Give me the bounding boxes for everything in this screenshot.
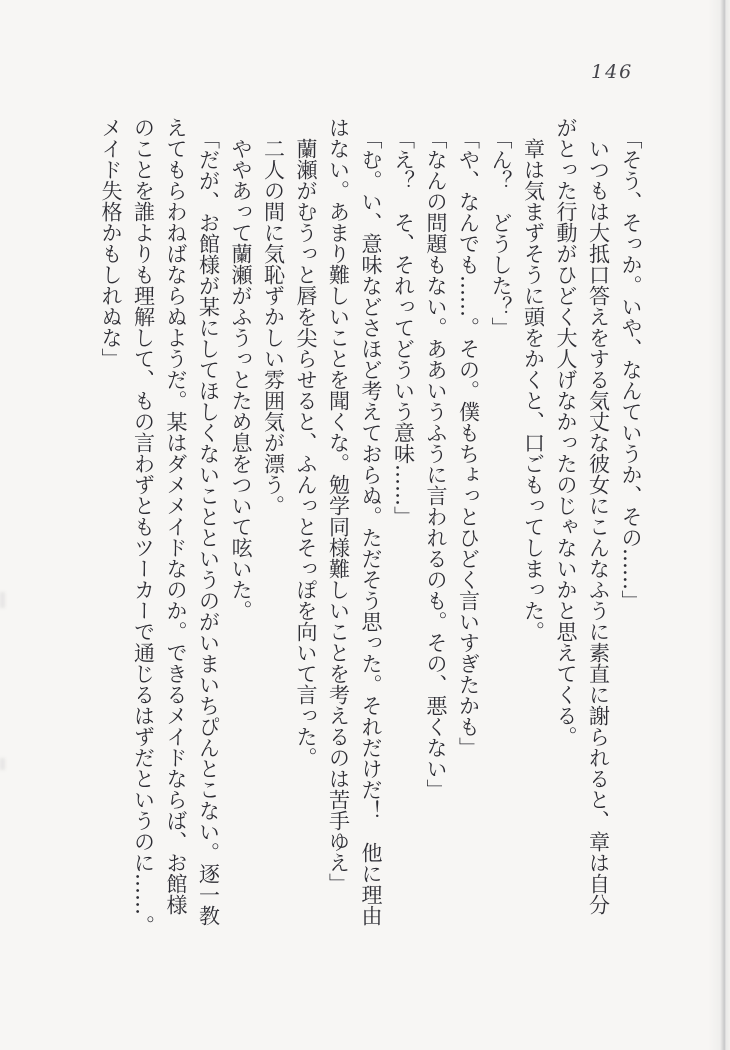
text-line: のことを誰よりも理解して、もの言わずともツーカーで通じるはずだというのに……。: [131, 117, 156, 936]
text-line: 蘭瀬がむうっと唇を尖らせると、ふんっとそっぽを向いて言った。: [294, 138, 318, 768]
page-number: 146: [591, 61, 634, 83]
text-line: いつもは大抵口答えをする気丈な彼女にこんなふうに素直に謝られると、章は自分: [586, 138, 611, 915]
text-line: 章は気まずそうに頭をかくと、口ごもってしまった。: [521, 138, 546, 642]
text-line: 「え？ そ、それってどういう意味……」: [391, 127, 416, 527]
scan-artifact: [0, 592, 5, 608]
text-line: 「だが、お館様が某にしてほしくないことというのがいまいちぴんとこない。逐一教: [196, 127, 221, 926]
text-line: 「や、なんでも……。その。僕もちょっとひどく言いすぎたかも」: [456, 127, 481, 758]
text-line: えてもらわねばならぬようだ。某はダメメイドなのか。できるメイドならば、お館様: [164, 117, 188, 915]
text-line: メイド失格かもしれぬな」: [99, 117, 123, 369]
text-line: はない。あまり難しいことを聞くな。勉学同様難しいことを考えるのは苦手ゆえ」: [326, 117, 351, 894]
text-line: 「む。い、意味などさほど考えておらぬ。ただそう思った。それだけだ！ 他に理由: [359, 127, 383, 926]
text-line: 二人の間に気恥ずかしい雰囲気が漂う。: [261, 138, 286, 516]
text-line: ややあって蘭瀬がふうっとため息をついて呟いた。: [229, 138, 253, 621]
text-line: 「なんの問題もない。ああいうふうに言われるのも。その、悪くない」: [424, 127, 448, 800]
text-line: がとった行動がひどく大人げなかったのじゃないかと思えてくる。: [554, 117, 578, 747]
text-block: [94, 117, 647, 959]
scan-edge-shadow: [708, 0, 730, 1050]
text-line: 「そう、そっか。いや、なんていうか、その……」: [619, 127, 643, 611]
text-line: 「ん？ どうした？」: [489, 127, 513, 338]
scan-artifact: [0, 758, 5, 770]
